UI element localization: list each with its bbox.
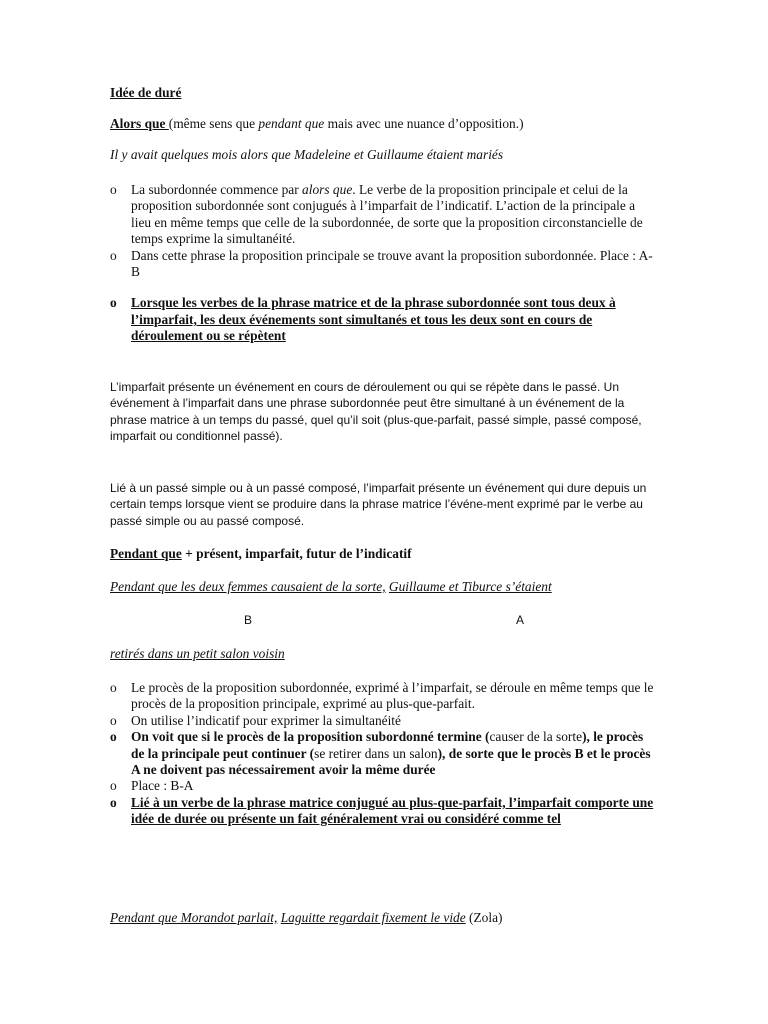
final-example-source: (Zola) — [465, 910, 503, 925]
list-item: o Le procès de la proposition subordonnée, exprimé à l’imparfait, se déroule en même temps que le procès de la proposition principale, exprimé au plus-que-parfait. — [110, 680, 654, 712]
list-item: o La subordonnée commence par alors que. Le verbe de la proposition principale et celui de la proposition subordonnée sont conjugués à l’imparfait de l’indicatif. L’action de la principale a lieu en même temps que celle de la subordonnée, de sorte que la proposition circonstancielle de temps exprime la simultanéité. — [110, 182, 643, 247]
alors-que-note-a: (même sens que — [168, 116, 259, 131]
example-part-a: Guillaume et Tiburce s’étaient — [388, 579, 552, 594]
bullet-marker: o — [110, 712, 117, 728]
analysis-list-1 — [110, 182, 658, 345]
pendant-que-example-continued: retirés dans un petit salon voisin — [110, 646, 285, 661]
alors-que-term: Alors que — [110, 116, 169, 131]
alors-que-note-c: mais avec une nuance d’opposition.) — [324, 116, 524, 131]
alors-que-note-b: pendant que — [258, 116, 325, 131]
bullet-marker: o — [110, 680, 117, 695]
final-example-part2: Laguitte regardait fixement le vide — [280, 910, 466, 925]
label-b: B — [244, 613, 253, 627]
bullet-marker: o — [110, 794, 117, 810]
example-part-b: Pendant que les deux femmes causaient de la sorte, — [110, 579, 386, 594]
list-item: o Place : B-A — [110, 778, 194, 794]
bullet-marker: o — [110, 729, 117, 745]
final-example — [110, 910, 658, 926]
list-item: o Dans cette phrase la proposition principale se trouve avant la proposition subordonnée. Place : A-B — [110, 247, 653, 280]
pendant-que-heading: Pendant que + présent, imparfait, futur de l’indicatif — [110, 546, 412, 561]
list-item: o Lié à un verbe de la phrase matrice conjugué au plus-que-parfait, l’imparfait comporte une idée de durée ou présente un fait généralement vrai ou considéré comme tel — [110, 794, 654, 827]
list-item: o On voit que si le procès de la proposition subordonné termine (causer de la sorte), le procès de la principale peut continuer (se retirer dans un salon), de sorte que le procès B et le procès A ne doivent pas nécessairement avoir la même durée — [110, 729, 651, 778]
label-a: A — [516, 613, 525, 627]
bullet-marker: o — [110, 247, 117, 263]
paragraph-passe-simple: Lié à un passé simple ou à un passé composé, l’imparfait présente un événement qui dure depuis un certain temps lorsque vient se produire dans la phrase matrice l’événe-ment exprimé par le verbe au passé simple ou au passé composé. — [110, 481, 647, 528]
bullet-marker: o — [110, 295, 117, 311]
final-example-part1: Pendant que Morandot parlait, — [110, 910, 278, 925]
section-heading: Idée de duré — [110, 85, 182, 100]
list-item: o Lorsque les verbes de la phrase matrice et de la phrase subordonnée sont tous deux à l’imparfait, les deux événements sont simultanés et tous les deux sont en cours de déroulement ou se répètent — [110, 295, 616, 344]
list-item: o On utilise l’indicatif pour exprimer la simultanéité — [110, 712, 401, 728]
alors-que-example: Il y avait quelques mois alors que Madeleine et Guillaume étaient mariés — [110, 147, 504, 162]
alors-que-definition — [110, 116, 658, 132]
pendant-que-example — [110, 579, 658, 595]
paragraph-imparfait: L’imparfait présente un événement en cours de déroulement ou qui se répète dans le passé. Un événement à l’imparfait dans une phrase subordonnée peut être simultané à un événement de la phrase matrice à un temps du passé, quel qu’il soit (plus-que-parfait, passé simple, passé composé, imparfait ou conditionnel passé). — [110, 380, 642, 444]
analysis-list-2 — [110, 680, 658, 828]
bullet-marker: o — [110, 778, 117, 794]
bullet-marker: o — [110, 182, 117, 197]
pendant-que-term: Pendant que — [110, 546, 182, 561]
